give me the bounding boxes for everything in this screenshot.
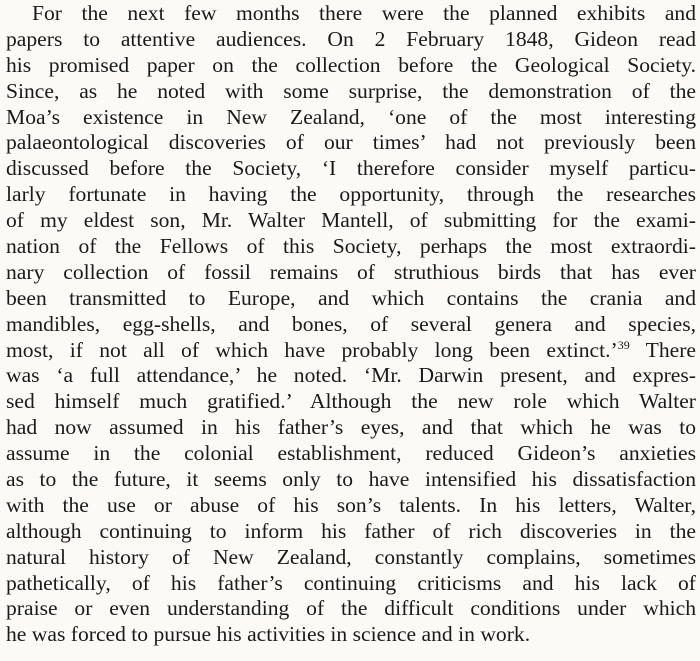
text-line: nation of the Fellows of this Society, perhaps the most extraordi- <box>6 234 696 259</box>
text-line: with the use or abuse of his son’s talents. In his letters, Walter, <box>6 492 696 517</box>
text-line: of my eldest son, Mr. Walter Mantell, of submitting for the exami- <box>6 208 696 233</box>
text-line: he was forced to pursue his activities in science and in work. <box>6 622 531 647</box>
text-line: been transmitted to Europe, and which contains the crania and <box>6 285 696 310</box>
text-line: palaeontological discoveries of our times’ had not previously been <box>6 130 696 155</box>
text-line: larly fortunate in having the opportunity, through the researches <box>6 182 696 207</box>
text-line: For the next few months there were the planned exhibits and <box>32 1 696 25</box>
text-line: as to the future, it seems only to have intensified his dissatisfaction <box>6 467 696 492</box>
text-line: natural history of New Zealand, constantly complains, sometimes <box>6 544 696 569</box>
text-line: discussed before the Society, ‘I therefore consider myself particu- <box>6 156 696 181</box>
text-line: although continuing to inform his father of rich discoveries in the <box>6 518 696 543</box>
text-line: assume in the colonial establishment, reduced Gideon’s anxieties <box>6 441 696 466</box>
footnote-line-after: There <box>629 337 697 362</box>
text-line: praise or even understanding of the difficult conditions under which <box>6 596 696 621</box>
text-line: pathetically, of his father’s continuing criticisms and his lack of <box>6 570 696 595</box>
text-line: Moa’s existence in New Zealand, ‘one of the most interesting <box>6 104 696 129</box>
text-line: nary collection of fossil remains of struthious birds that has ever <box>6 259 696 284</box>
text-line: sed himself much gratified.’ Although the new role which Walter <box>6 389 696 414</box>
text-line: Since, as he noted with some surprise, the demonstration of the <box>6 78 696 103</box>
footnote-text-line <box>6 338 696 364</box>
text-line: papers to attentive audiences. On 2 February 1848, Gideon read <box>6 26 696 51</box>
text-line: his promised paper on the collection before the Geological Society. <box>6 52 696 77</box>
text-line: was ‘a full attendance,’ he noted. ‘Mr. Darwin present, and expres- <box>6 363 696 388</box>
text-line: had now assumed in his father’s eyes, and that which he was to <box>6 415 696 440</box>
body-paragraph <box>6 1 696 648</box>
text-line: mandibles, egg-shells, and bones, of several genera and species, <box>6 311 696 336</box>
footnote-line-before: most, if not all of which have probably long been extinct.’ <box>6 337 618 362</box>
footnote-marker[interactable]: 39 <box>617 337 630 352</box>
